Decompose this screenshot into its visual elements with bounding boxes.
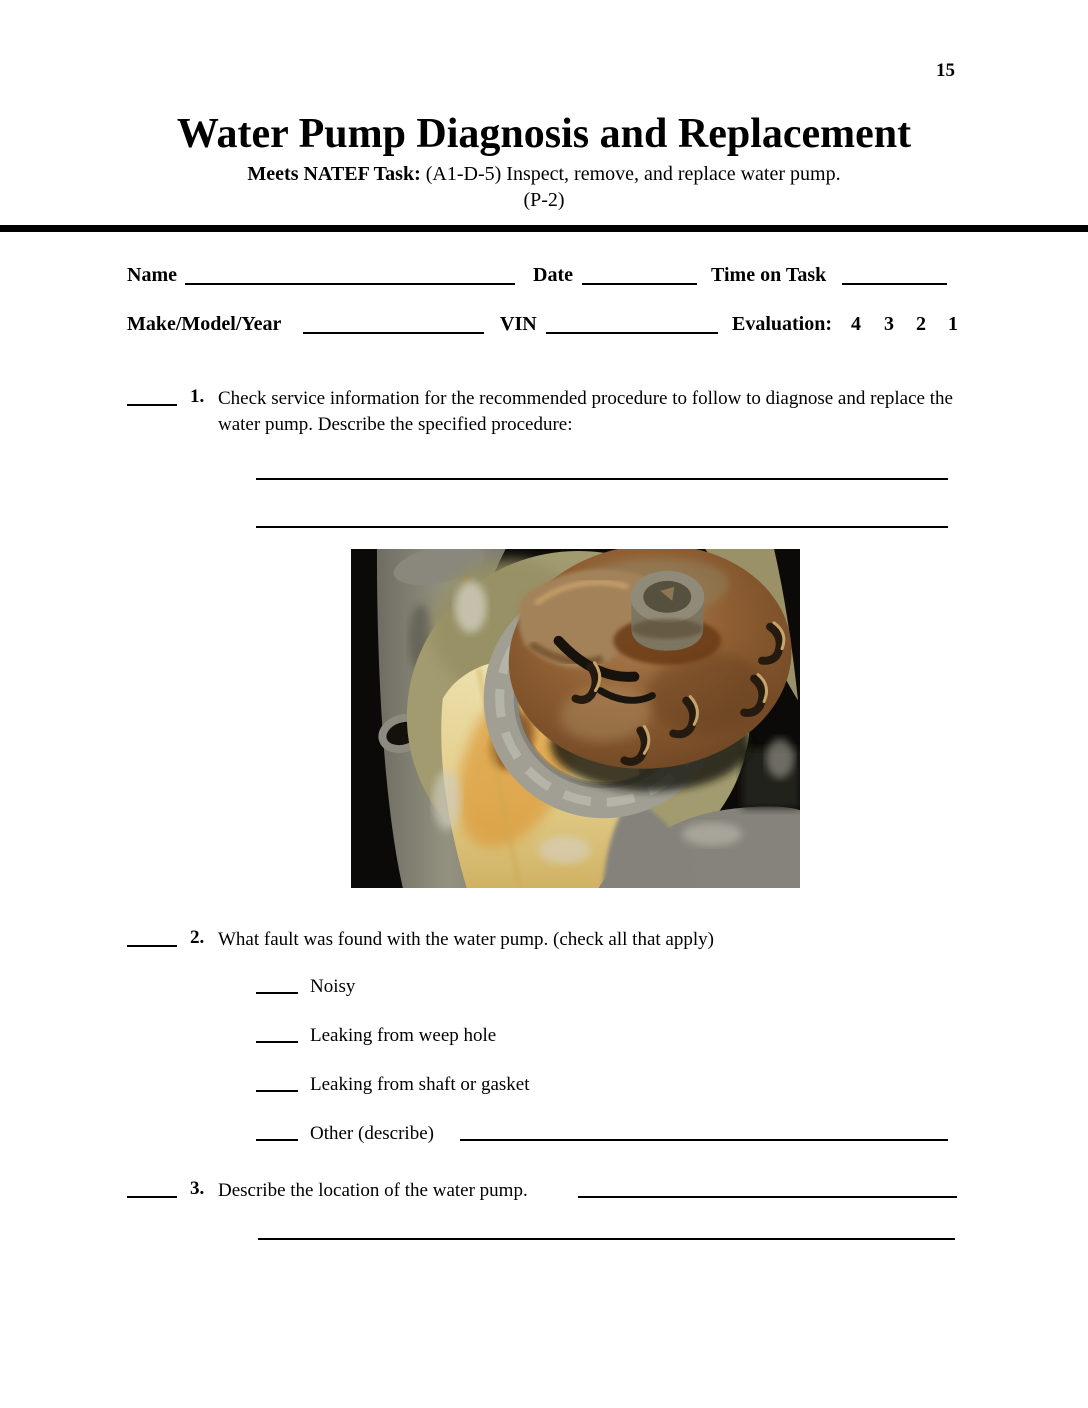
check-label-noisy: Noisy bbox=[310, 976, 356, 997]
date-label: Date bbox=[533, 264, 573, 286]
natef-task-text: (A1-D-5) Inspect, remove, and replace water pump. bbox=[425, 163, 841, 185]
evaluation-label: Evaluation: bbox=[732, 313, 833, 335]
check-label-shaft-gasket: Leaking from shaft or gasket bbox=[310, 1074, 530, 1095]
name-label: Name bbox=[127, 264, 177, 286]
other-describe-fill-line bbox=[460, 1139, 948, 1141]
vin-fill-line bbox=[546, 332, 718, 334]
q1-number: 1. bbox=[190, 386, 205, 407]
q3-answer-line-1 bbox=[578, 1196, 957, 1198]
q2-text: What fault was found with the water pump. (check all that apply) bbox=[218, 929, 714, 950]
q3-answer-line-2 bbox=[258, 1238, 955, 1240]
make-model-year-fill-line bbox=[303, 332, 484, 334]
q3-number: 3. bbox=[190, 1178, 205, 1199]
q1-text: Check service information for the recommended procedure to follow to diagnose and replace the water pump. Describe the specified procedure: bbox=[218, 388, 953, 435]
q1-grade-blank bbox=[127, 404, 177, 406]
name-fill-line bbox=[185, 283, 515, 285]
q1-answer-line-1 bbox=[256, 478, 948, 480]
evaluation-score-2: 2 bbox=[916, 313, 926, 335]
natef-task-label: Meets NATEF Task: bbox=[247, 163, 421, 185]
make-model-year-label: Make/Model/Year bbox=[127, 313, 282, 335]
q2-number: 2. bbox=[190, 927, 205, 948]
check-label-other: Other (describe) bbox=[310, 1123, 434, 1144]
check-blank-other bbox=[256, 1139, 298, 1141]
water-pump-photo bbox=[351, 549, 800, 888]
q1-answer-line-2 bbox=[256, 526, 948, 528]
time-on-task-fill-line bbox=[842, 283, 947, 285]
priority-code: (P-2) bbox=[523, 189, 565, 211]
q3-grade-blank bbox=[127, 1196, 177, 1198]
date-fill-line bbox=[582, 283, 697, 285]
vin-label: VIN bbox=[500, 313, 537, 335]
natef-task-line bbox=[0, 163, 1088, 186]
evaluation-score-3: 3 bbox=[884, 313, 894, 335]
q2-grade-blank bbox=[127, 945, 177, 947]
check-blank-weep-hole bbox=[256, 1041, 298, 1043]
time-on-task-label: Time on Task bbox=[711, 264, 827, 286]
check-blank-shaft-gasket bbox=[256, 1090, 298, 1092]
page-title: Water Pump Diagnosis and Replacement bbox=[176, 111, 912, 157]
q3-text: Describe the location of the water pump. bbox=[218, 1180, 528, 1201]
evaluation-score-1: 1 bbox=[948, 313, 958, 335]
evaluation-score-4: 4 bbox=[851, 313, 861, 335]
check-label-weep-hole: Leaking from weep hole bbox=[310, 1025, 497, 1046]
check-blank-noisy bbox=[256, 992, 298, 994]
header-divider-rule bbox=[0, 225, 1088, 232]
page-number: 15 bbox=[936, 60, 955, 81]
